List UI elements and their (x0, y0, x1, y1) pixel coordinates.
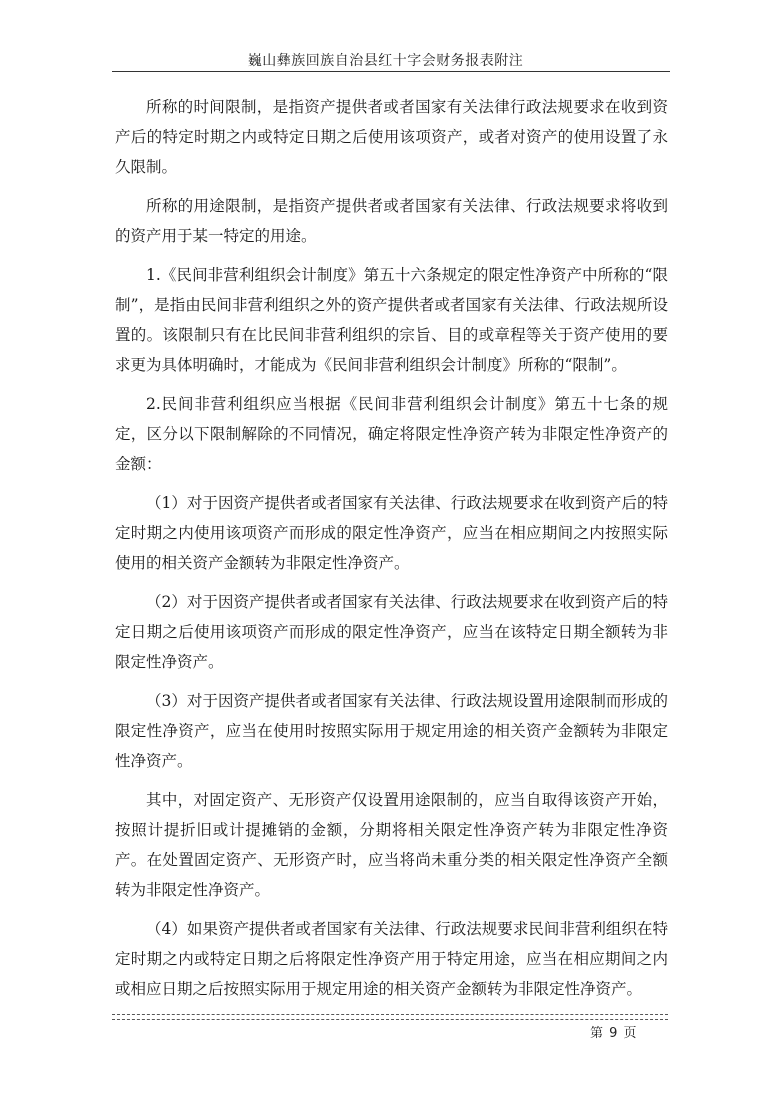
paragraph-fixed-assets: 其中，对固定资产、无形资产仅设置用途限制的，应当自取得该资产开始，按照计提折旧或计提摊销的金额，分期将相关限定性净资产转为非限定性净资产。在处置固定资产、无形资产时，应当将尚未重分类的相关限定性净资产全额转为非限定性净资产。 (115, 791, 668, 899)
paragraph-subitem-4: （4）如果资产提供者或者国家有关法律、行政法规要求民间非营利组织在特定时期之内或特定日期之后将限定性净资产用于特定用途，应当在相应期间之内或相应日期之后按照实际用于规定用途的相关资产金额转为非限定性净资产。 (115, 920, 668, 998)
footer-rule-second (112, 1019, 668, 1020)
paragraph-item-2: 2.民间非营利组织应当根据《民间非营利组织会计制度》第五十七条的规定，区分以下限制解除的不同情况，确定将限定性净资产转为非限定性净资产的金额： (115, 395, 668, 473)
footer-rule (112, 1014, 668, 1015)
paragraph-subitem-2: （2）对于因资产提供者或者国家有关法律、行政法规要求在收到资产后的特定日期之后使用该项资产而形成的限定性净资产，应当在该特定日期全额转为非限定性净资产。 (115, 593, 668, 671)
page-number: 第 9 页 (590, 1026, 638, 1041)
paragraph-time-restriction: 所称的时间限制，是指资产提供者或者国家有关法律行政法规要求在收到资产后的特定时期之内或特定日期之后使用该项资产，或者对资产的使用设置了永久限制。 (115, 98, 668, 176)
paragraph-purpose-restriction: 所称的用途限制，是指资产提供者或者国家有关法律、行政法规要求将收到的资产用于某一特定的用途。 (115, 197, 668, 245)
header-rule (112, 71, 670, 72)
document-body (115, 92, 668, 1010)
document-header-title: 巍山彝族回族自治县红十字会财务报表附注 (247, 53, 524, 69)
paragraph-subitem-1: （1）对于因资产提供者或者国家有关法律、行政法规要求在收到资产后的特定时期之内使用该项资产而形成的限定性净资产，应当在相应期间之内按照实际使用的相关资产金额转为非限定性净资产。 (115, 494, 668, 572)
paragraph-item-1: 1.《民间非营利组织会计制度》第五十六条规定的限定性净资产中所称的“限制”，是指由民间非营利组织之外的资产提供者或者国家有关法律、行政法规所设置的。该限制只有在比民间非营利组织的宗旨、目的或章程等关于资产使用的要求更为具体明确时，才能成为《民间非营利组织会计制度》所称的“限制”。 (115, 266, 668, 374)
paragraph-subitem-3: （3）对于因资产提供者或者国家有关法律、行政法规设置用途限制而形成的限定性净资产，应当在使用时按照实际用于规定用途的相关资产金额转为非限定性净资产。 (115, 692, 668, 770)
